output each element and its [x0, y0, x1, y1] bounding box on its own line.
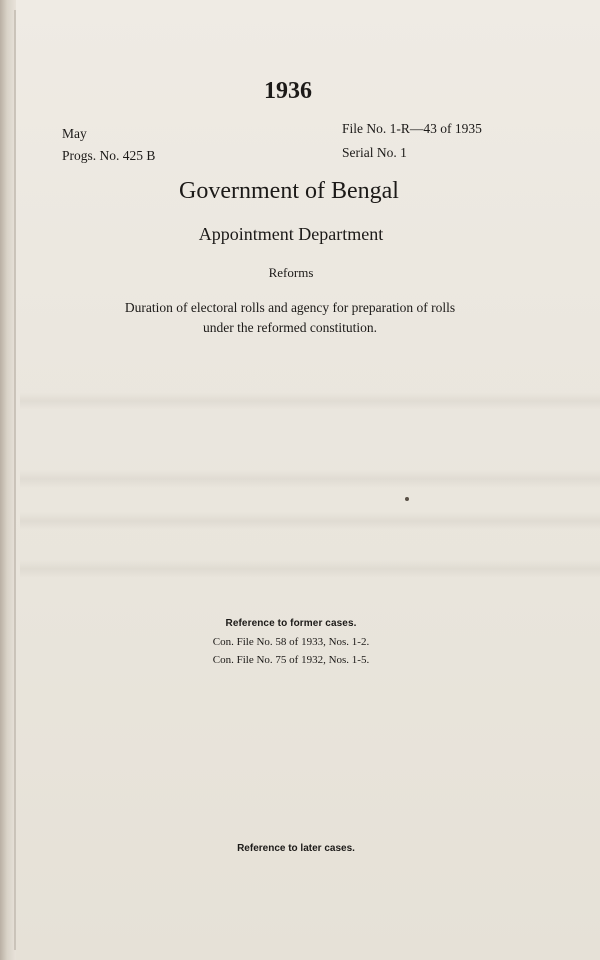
- description-line: under the reformed constitution.: [203, 320, 377, 335]
- government-title: Government of Bengal: [179, 178, 399, 204]
- paper-crease: [20, 512, 600, 530]
- document-year: 1936: [264, 78, 312, 104]
- paper-crease: [20, 560, 600, 578]
- paper-crease: [20, 470, 600, 488]
- description-line: Duration of electoral rolls and agency for preparation of rolls: [124, 300, 456, 315]
- binding-fold: [14, 10, 16, 950]
- ink-speck: [405, 497, 409, 501]
- file-description: [60, 298, 520, 338]
- progs-number: Progs. No. 425 B: [62, 148, 156, 163]
- serial-number: Serial No. 1: [342, 145, 407, 160]
- paper-crease: [20, 392, 600, 410]
- file-info: [342, 117, 482, 165]
- month-label: May: [62, 126, 87, 141]
- proceedings-info: [62, 123, 155, 167]
- former-cases-heading: Reference to former cases.: [225, 618, 357, 629]
- file-number: File No. 1-R—43 of 1935: [342, 121, 482, 136]
- subject-heading: Reforms: [268, 265, 314, 280]
- former-case-item: Con. File No. 75 of 1932, Nos. 1-5.: [212, 654, 370, 666]
- former-cases-block: [0, 618, 582, 669]
- later-cases-heading: Reference to later cases.: [237, 843, 355, 854]
- former-case-item: Con. File No. 58 of 1933, Nos. 1-2.: [212, 636, 370, 648]
- department-title: Appointment Department: [198, 224, 384, 244]
